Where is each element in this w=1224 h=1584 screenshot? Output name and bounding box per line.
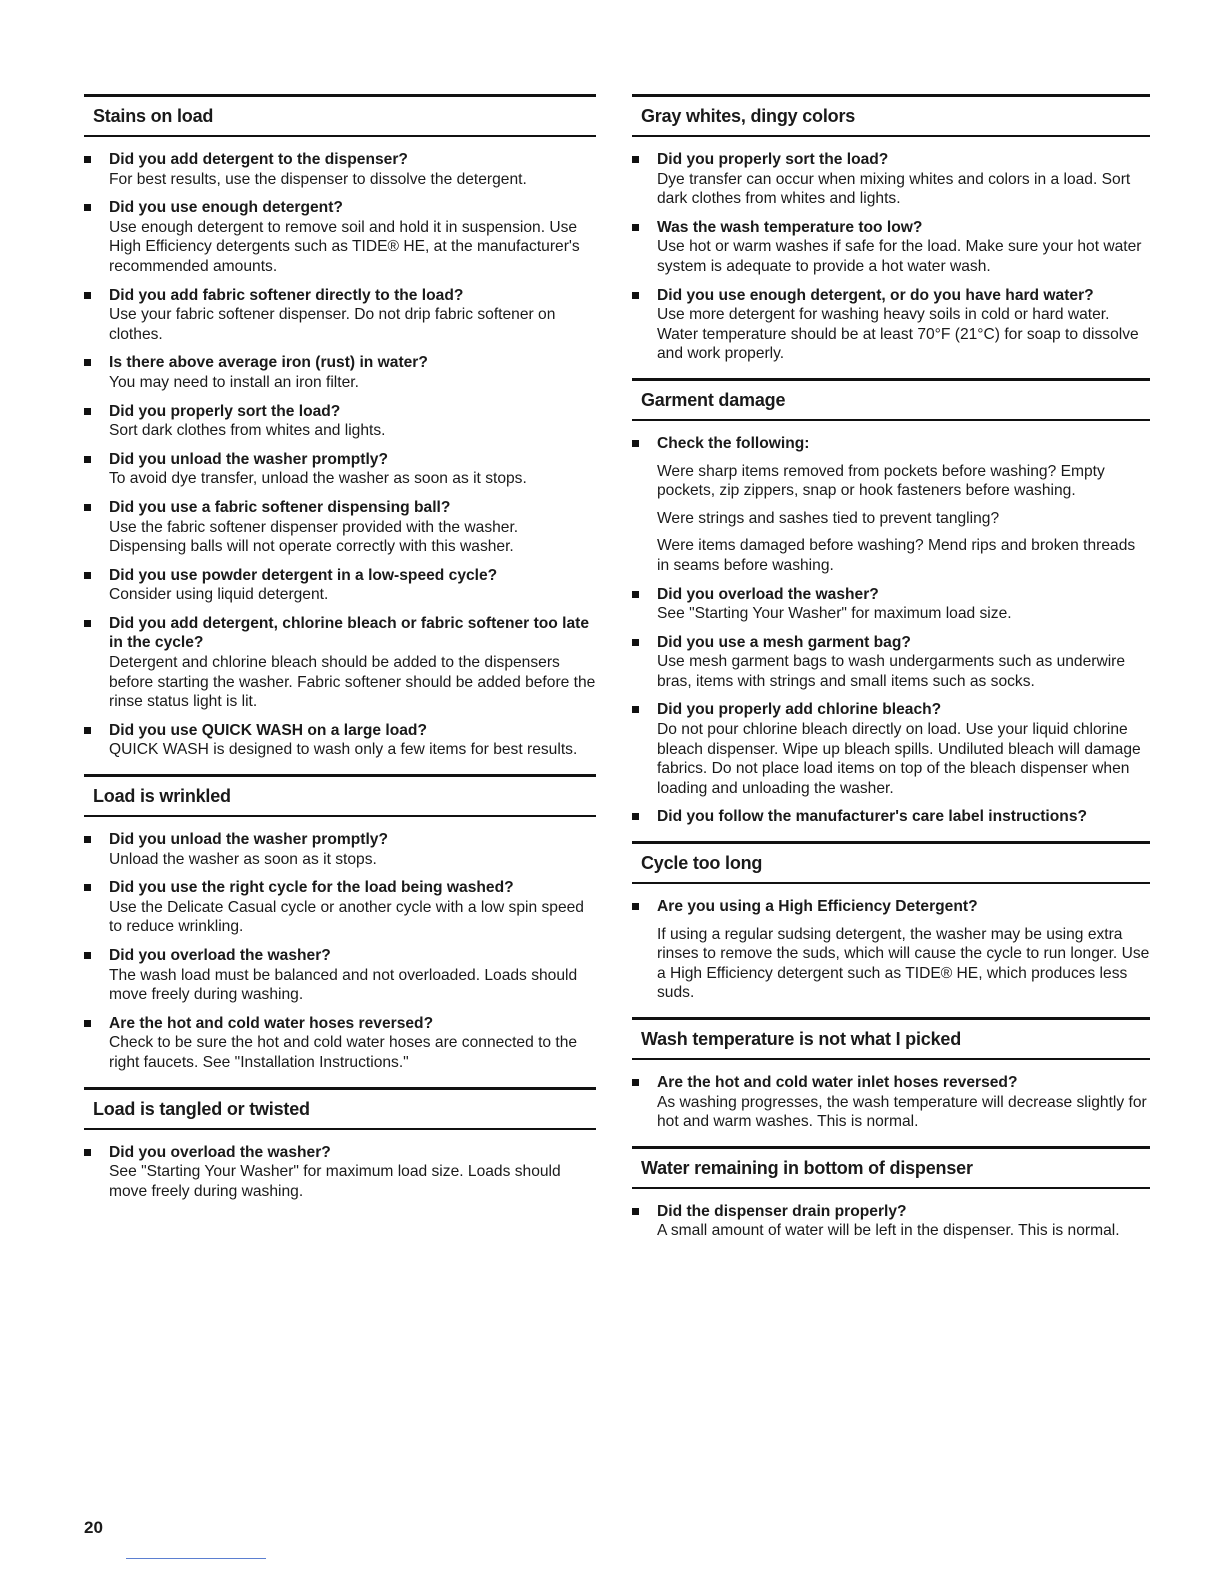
answer-text (109, 585, 596, 605)
answer-text (109, 218, 596, 277)
question-text: Did you use enough detergent, or do you have hard water? (657, 286, 1094, 304)
answer-paragraph: A small amount of water will be left in the dispenser. This is normal. (657, 1222, 1120, 1240)
section-heading: Stains on load (84, 94, 596, 137)
square-bullet-icon (632, 440, 639, 447)
question-text: Check the following: (657, 434, 810, 452)
answer-paragraph: Check to be sure the hot and cold water hoses are connected to the right faucets. See "Installation Instructions." (109, 1034, 578, 1071)
answer-paragraph: Consider using liquid detergent. (109, 586, 329, 604)
question-item (84, 1143, 596, 1202)
section-heading: Gray whites, dingy colors (632, 94, 1150, 137)
square-bullet-icon (84, 727, 91, 734)
question-text: Did you properly sort the load? (109, 402, 341, 420)
square-bullet-icon (632, 1079, 639, 1086)
question-item (84, 614, 596, 712)
question-text: Did you use a mesh garment bag? (657, 633, 911, 651)
section-heading: Load is tangled or twisted (84, 1087, 596, 1130)
square-bullet-icon (84, 620, 91, 627)
question-item (84, 721, 596, 760)
troubleshooting-section (632, 94, 1150, 364)
answer-paragraph: Were items damaged before washing? Mend rips and broken threads in seams before washing. (657, 537, 1136, 574)
footer-rule (126, 1558, 266, 1559)
square-bullet-icon (84, 156, 91, 163)
square-bullet-icon (632, 224, 639, 231)
answer-text (109, 421, 596, 441)
question-item (84, 878, 596, 937)
square-bullet-icon (632, 156, 639, 163)
question-text: Did you use the right cycle for the load being washed? (109, 879, 514, 897)
question-text: Did you add detergent, chlorine bleach or fabric softener too late in the cycle? (109, 614, 590, 652)
answer-text (657, 1093, 1150, 1132)
question-text: Did you overload the washer? (657, 585, 879, 603)
answer-paragraph: Use mesh garment bags to wash undergarments such as underwire bras, items with strings and small items such as socks. (657, 653, 1126, 690)
question-item (84, 946, 596, 1005)
question-text: Did you add fabric softener directly to the load? (109, 286, 464, 304)
question-item (632, 1073, 1150, 1132)
question-text: Did you properly add chlorine bleach? (657, 701, 942, 719)
section-heading: Water remaining in bottom of dispenser (632, 1146, 1150, 1189)
question-item (84, 566, 596, 605)
question-text: Did you unload the washer promptly? (109, 450, 388, 468)
answer-text (109, 898, 596, 937)
question-item (84, 1014, 596, 1073)
answer-paragraph: Detergent and chlorine bleach should be added to the dispensers before starting the washer. Fabric softener should be added before the rinse status light is lit. (109, 654, 596, 711)
square-bullet-icon (84, 572, 91, 579)
answer-text (109, 1162, 596, 1201)
answer-text (657, 604, 1150, 624)
question-text: Are the hot and cold water inlet hoses reversed? (657, 1074, 1018, 1091)
question-text: Did you use powder detergent in a low-speed cycle? (109, 566, 498, 584)
answer-text (657, 237, 1150, 276)
question-text: Did you overload the washer? (109, 1143, 331, 1161)
square-bullet-icon (632, 292, 639, 299)
answer-paragraph: See "Starting Your Washer" for maximum load size. (657, 605, 1012, 623)
question-item (84, 286, 596, 345)
question-item (632, 585, 1150, 624)
answer-paragraph: Dye transfer can occur when mixing whites and colors in a load. Sort dark clothes from whites and lights. (657, 170, 1131, 208)
square-bullet-icon (84, 1020, 91, 1027)
square-bullet-icon (84, 504, 91, 511)
answer-text (109, 373, 596, 393)
question-text: Did you follow the manufacturer's care label instructions? (657, 808, 1088, 826)
square-bullet-icon (632, 813, 639, 820)
question-item (632, 633, 1150, 692)
answer-text (109, 469, 596, 489)
question-text: Did you add detergent to the dispenser? (109, 151, 408, 168)
square-bullet-icon (84, 204, 91, 211)
question-text: Is there above average iron (rust) in water? (109, 354, 428, 372)
answer-paragraph: Were sharp items removed from pockets before washing? Empty pockets, zip zippers, snap or hook fasteners before washing. (657, 462, 1105, 500)
answer-paragraph: See "Starting Your Washer" for maximum load size. Loads should move freely during washing. (109, 1163, 561, 1200)
answer-paragraph: Sort dark clothes from whites and lights. (109, 422, 386, 440)
question-item (632, 807, 1150, 827)
question-item (632, 1202, 1150, 1241)
question-text: Did you unload the washer promptly? (109, 831, 388, 849)
question-text: Did the dispenser drain properly? (657, 1202, 907, 1220)
square-bullet-icon (84, 408, 91, 415)
troubleshooting-section (632, 1017, 1150, 1132)
square-bullet-icon (84, 359, 91, 366)
troubleshooting-section (84, 1087, 596, 1202)
answer-paragraph: QUICK WASH is designed to wash only a few items for best results. (109, 741, 578, 759)
answer-paragraph: To avoid dye transfer, unload the washer as soon as it stops. (109, 470, 527, 488)
question-item (84, 498, 596, 557)
square-bullet-icon (632, 903, 639, 910)
answer-text (657, 652, 1150, 691)
answer-text (109, 850, 596, 870)
answer-paragraph: As washing progresses, the wash temperature will decrease slightly for hot and warm washes. This is normal. (657, 1093, 1147, 1131)
answer-text (109, 740, 596, 760)
question-item (84, 402, 596, 441)
question-item (84, 150, 596, 189)
answer-text (109, 170, 596, 190)
answer-paragraph: For best results, use the dispenser to dissolve the detergent. (109, 170, 527, 188)
answer-paragraph: You may need to install an iron filter. (109, 373, 359, 391)
question-text: Are the hot and cold water hoses reversed? (109, 1014, 434, 1032)
section-heading: Wash temperature is not what I picked (632, 1017, 1150, 1060)
question-text: Are you using a High Efficiency Detergent? (657, 898, 978, 916)
answer-paragraph: If using a regular sudsing detergent, the washer may be using extra rinses to remove the suds, which will cause the cycle to run longer. Use a High Efficiency detergent such as TIDE® HE, which produces less suds. (657, 925, 1150, 1002)
answer-text (657, 925, 1150, 1003)
square-bullet-icon (84, 836, 91, 843)
square-bullet-icon (84, 884, 91, 891)
question-item (84, 353, 596, 392)
section-heading: Load is wrinkled (84, 774, 596, 817)
square-bullet-icon (632, 706, 639, 713)
troubleshooting-section (84, 774, 596, 1073)
question-item (84, 198, 596, 276)
square-bullet-icon (632, 591, 639, 598)
square-bullet-icon (84, 292, 91, 299)
answer-paragraph: Do not pour chlorine bleach directly on load. Use your liquid chlorine bleach dispenser. Wipe up bleach spills. Undiluted bleach will damage fabrics. Do not place load items on top of the bleach dispenser when loading and unloading the washer. (657, 721, 1141, 797)
answer-paragraph: Use the fabric softener dispenser provided with the washer. Dispensing balls will not operate correctly with this washer. (109, 518, 519, 556)
troubleshooting-section (632, 1146, 1150, 1241)
section-heading: Cycle too long (632, 841, 1150, 884)
answer-text (109, 653, 596, 712)
square-bullet-icon (84, 1149, 91, 1156)
answer-paragraph: Use more detergent for washing heavy soils in cold or hard water. Water temperature should be at least 70°F (21°C) for soap to dissolve and work properly. (657, 306, 1139, 363)
question-text: Was the wash temperature too low? (657, 218, 923, 236)
square-bullet-icon (84, 456, 91, 463)
right-column (632, 94, 1150, 1255)
answer-text (109, 966, 596, 1005)
question-item (632, 700, 1150, 798)
answer-text (109, 305, 596, 344)
troubleshooting-section (84, 94, 596, 760)
square-bullet-icon (84, 952, 91, 959)
answer-text (657, 1221, 1150, 1241)
question-text: Did you properly sort the load? (657, 151, 889, 168)
question-text: Did you use a fabric softener dispensing ball? (109, 498, 451, 516)
answer-text (657, 462, 1150, 576)
question-item (632, 434, 1150, 576)
troubleshooting-section (632, 841, 1150, 1003)
question-item (632, 150, 1150, 209)
answer-paragraph: Use the Delicate Casual cycle or another cycle with a low spin speed to reduce wrinkling. (109, 898, 584, 936)
page-number: 20 (84, 1518, 103, 1537)
answer-text (657, 305, 1150, 364)
question-text: Did you overload the washer? (109, 947, 331, 964)
left-column (84, 94, 596, 1215)
answer-paragraph: The wash load must be balanced and not overloaded. Loads should move freely during washing. (109, 966, 578, 1004)
square-bullet-icon (632, 1208, 639, 1215)
section-heading: Garment damage (632, 378, 1150, 421)
question-text: Did you use QUICK WASH on a large load? (109, 721, 427, 739)
answer-text (109, 1033, 596, 1072)
answer-text (657, 170, 1150, 209)
answer-paragraph: Use your fabric softener dispenser. Do not drip fabric softener on clothes. (109, 306, 556, 343)
question-item (84, 450, 596, 489)
question-item (632, 897, 1150, 1003)
answer-paragraph: Unload the washer as soon as it stops. (109, 850, 377, 868)
answer-paragraph: Were strings and sashes tied to prevent tangling? (657, 509, 1000, 527)
question-item (84, 830, 596, 869)
question-item (632, 218, 1150, 277)
answer-paragraph: Use enough detergent to remove soil and hold it in suspension. Use High Efficiency detergents such as TIDE® HE, at the manufacturer's recommended amounts. (109, 218, 580, 275)
answer-text (109, 518, 596, 557)
square-bullet-icon (632, 639, 639, 646)
question-item (632, 286, 1150, 364)
troubleshooting-section (632, 378, 1150, 827)
question-text: Did you use enough detergent? (109, 199, 343, 217)
answer-paragraph: Use hot or warm washes if safe for the load. Make sure your hot water system is adequate to provide a hot water wash. (657, 238, 1142, 275)
answer-text (657, 720, 1150, 798)
